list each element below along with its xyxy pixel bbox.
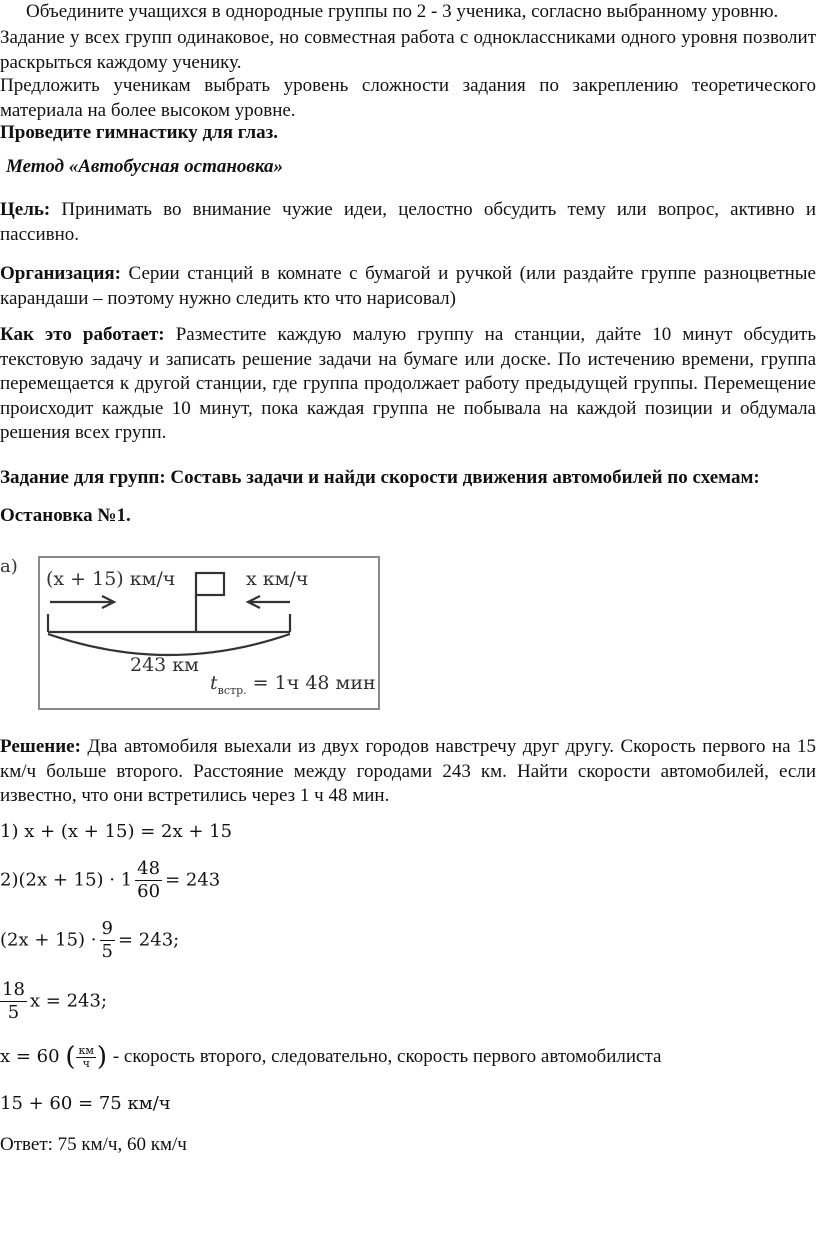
step-3-fraction — [100, 918, 115, 963]
solution-text: Два автомобиля выехали из двух городов навстречу друг другу. Скорость первого на 15 км/ч больше второго. Расстояние между городами 243 км. Найти скорости автомобилей, если известно, что они встретились через 1 ч 48 мин. — [0, 736, 816, 806]
how-paragraph — [0, 323, 816, 446]
step-4-fraction — [0, 979, 27, 1024]
step-5-unit-numerator: км — [78, 1043, 94, 1057]
intro-line-2: Задание у всех групп одинаковое, но совместная работа с одноклассниками одного уровня позволит раскрыться каждому ученику. — [0, 27, 816, 73]
method-title: Метод «Автобусная остановка» — [6, 156, 284, 177]
gym-instruction: Проведите гимнастику для глаз. — [0, 122, 279, 143]
diagram-meeting-time — [210, 672, 376, 697]
step-2-prefix: 2)(2x + 15) · 1 — [0, 869, 133, 891]
meeting-flag — [196, 573, 224, 595]
diagram-letter: а) — [0, 556, 18, 577]
task-heading: Задание для групп: Составь задачи и найди скорости движения автомобилей по схемам: — [0, 467, 760, 488]
t-value: = 1ч 48 мин — [252, 672, 376, 694]
goal-text: Принимать во внимание чужие идеи, целостно обсудить тему или вопрос, активно и пассивно. — [0, 199, 816, 245]
step-5-paren-close: ) — [96, 1042, 108, 1072]
organization-text: Серии станций в комнате с бумагой и ручкой (или раздайте группе разноцветные карандаши – поэтому нужно следить кто что нарисовал) — [0, 263, 816, 309]
how-text: Разместите каждую малую группу на станции, дайте 10 минут обсудить текстовую задачу и записать решение задачи на бумаге или доске. По истечению времени, группа перемещается к другой станции, где группа продолжает работу предыдущей группы. Перемещение происходит каждые 10 минут, пока каждая группа не побывала на каждой позиции и обдумала решения всех групп. — [0, 324, 816, 443]
intro-line-3: Предложить ученикам выбрать уровень сложности задания по закреплению теоретического материала на более высоком уровне. — [0, 75, 816, 121]
goal-paragraph — [0, 198, 816, 247]
t-subscript: встр. — [217, 683, 247, 697]
step-4-numerator: 18 — [2, 979, 25, 1000]
t-symbol: t — [210, 672, 218, 694]
step-4-denominator: 5 — [7, 1002, 20, 1023]
organization-label: Организация: — [0, 263, 122, 284]
step-2 — [0, 858, 220, 903]
step-6: 15 + 60 = 75 км/ч — [0, 1093, 171, 1114]
organization-paragraph — [0, 262, 816, 311]
step-2-fraction — [135, 858, 162, 903]
step-4-suffix: x = 243; — [29, 990, 108, 1012]
step-5-prefix: x = 60 — [0, 1046, 60, 1067]
step-5-unit-denominator: ч — [82, 1056, 90, 1070]
step-3 — [0, 918, 179, 963]
intro-line-1: Объедините учащихся в однородные группы по 2 - 3 ученика, согласно выбранному уровню. — [26, 1, 779, 22]
step-4 — [0, 979, 107, 1024]
step-3-prefix: (2x + 15) · — [0, 929, 97, 951]
solution-paragraph — [0, 735, 816, 809]
stop-heading: Остановка №1. — [0, 505, 131, 526]
step-3-suffix: = 243; — [117, 929, 180, 951]
step-2-numerator: 48 — [137, 858, 161, 879]
answer: Ответ: 75 км/ч, 60 км/ч — [0, 1134, 187, 1155]
goal-label: Цель: — [0, 199, 51, 220]
step-5-paren-open: ( — [65, 1042, 76, 1072]
solution-label: Решение: — [0, 736, 81, 757]
step-2-denominator: 60 — [137, 881, 161, 902]
step-5 — [0, 1042, 661, 1072]
step-3-denominator: 5 — [101, 941, 113, 962]
how-label: Как это работает: — [0, 324, 165, 345]
distance-brace — [48, 634, 290, 655]
step-5-text: - скорость второго, следовательно, скорость первого автомобилиста — [112, 1046, 662, 1067]
diagram-right-speed: x км/ч — [246, 568, 309, 590]
diagram-distance: 243 км — [130, 654, 199, 676]
step-2-suffix: = 243 — [165, 869, 221, 891]
step-1: 1) x + (x + 15) = 2x + 15 — [0, 821, 233, 842]
step-5-unit-fraction — [76, 1045, 95, 1070]
step-3-numerator: 9 — [101, 918, 113, 939]
diagram-left-speed: (x + 15) км/ч — [46, 568, 176, 590]
